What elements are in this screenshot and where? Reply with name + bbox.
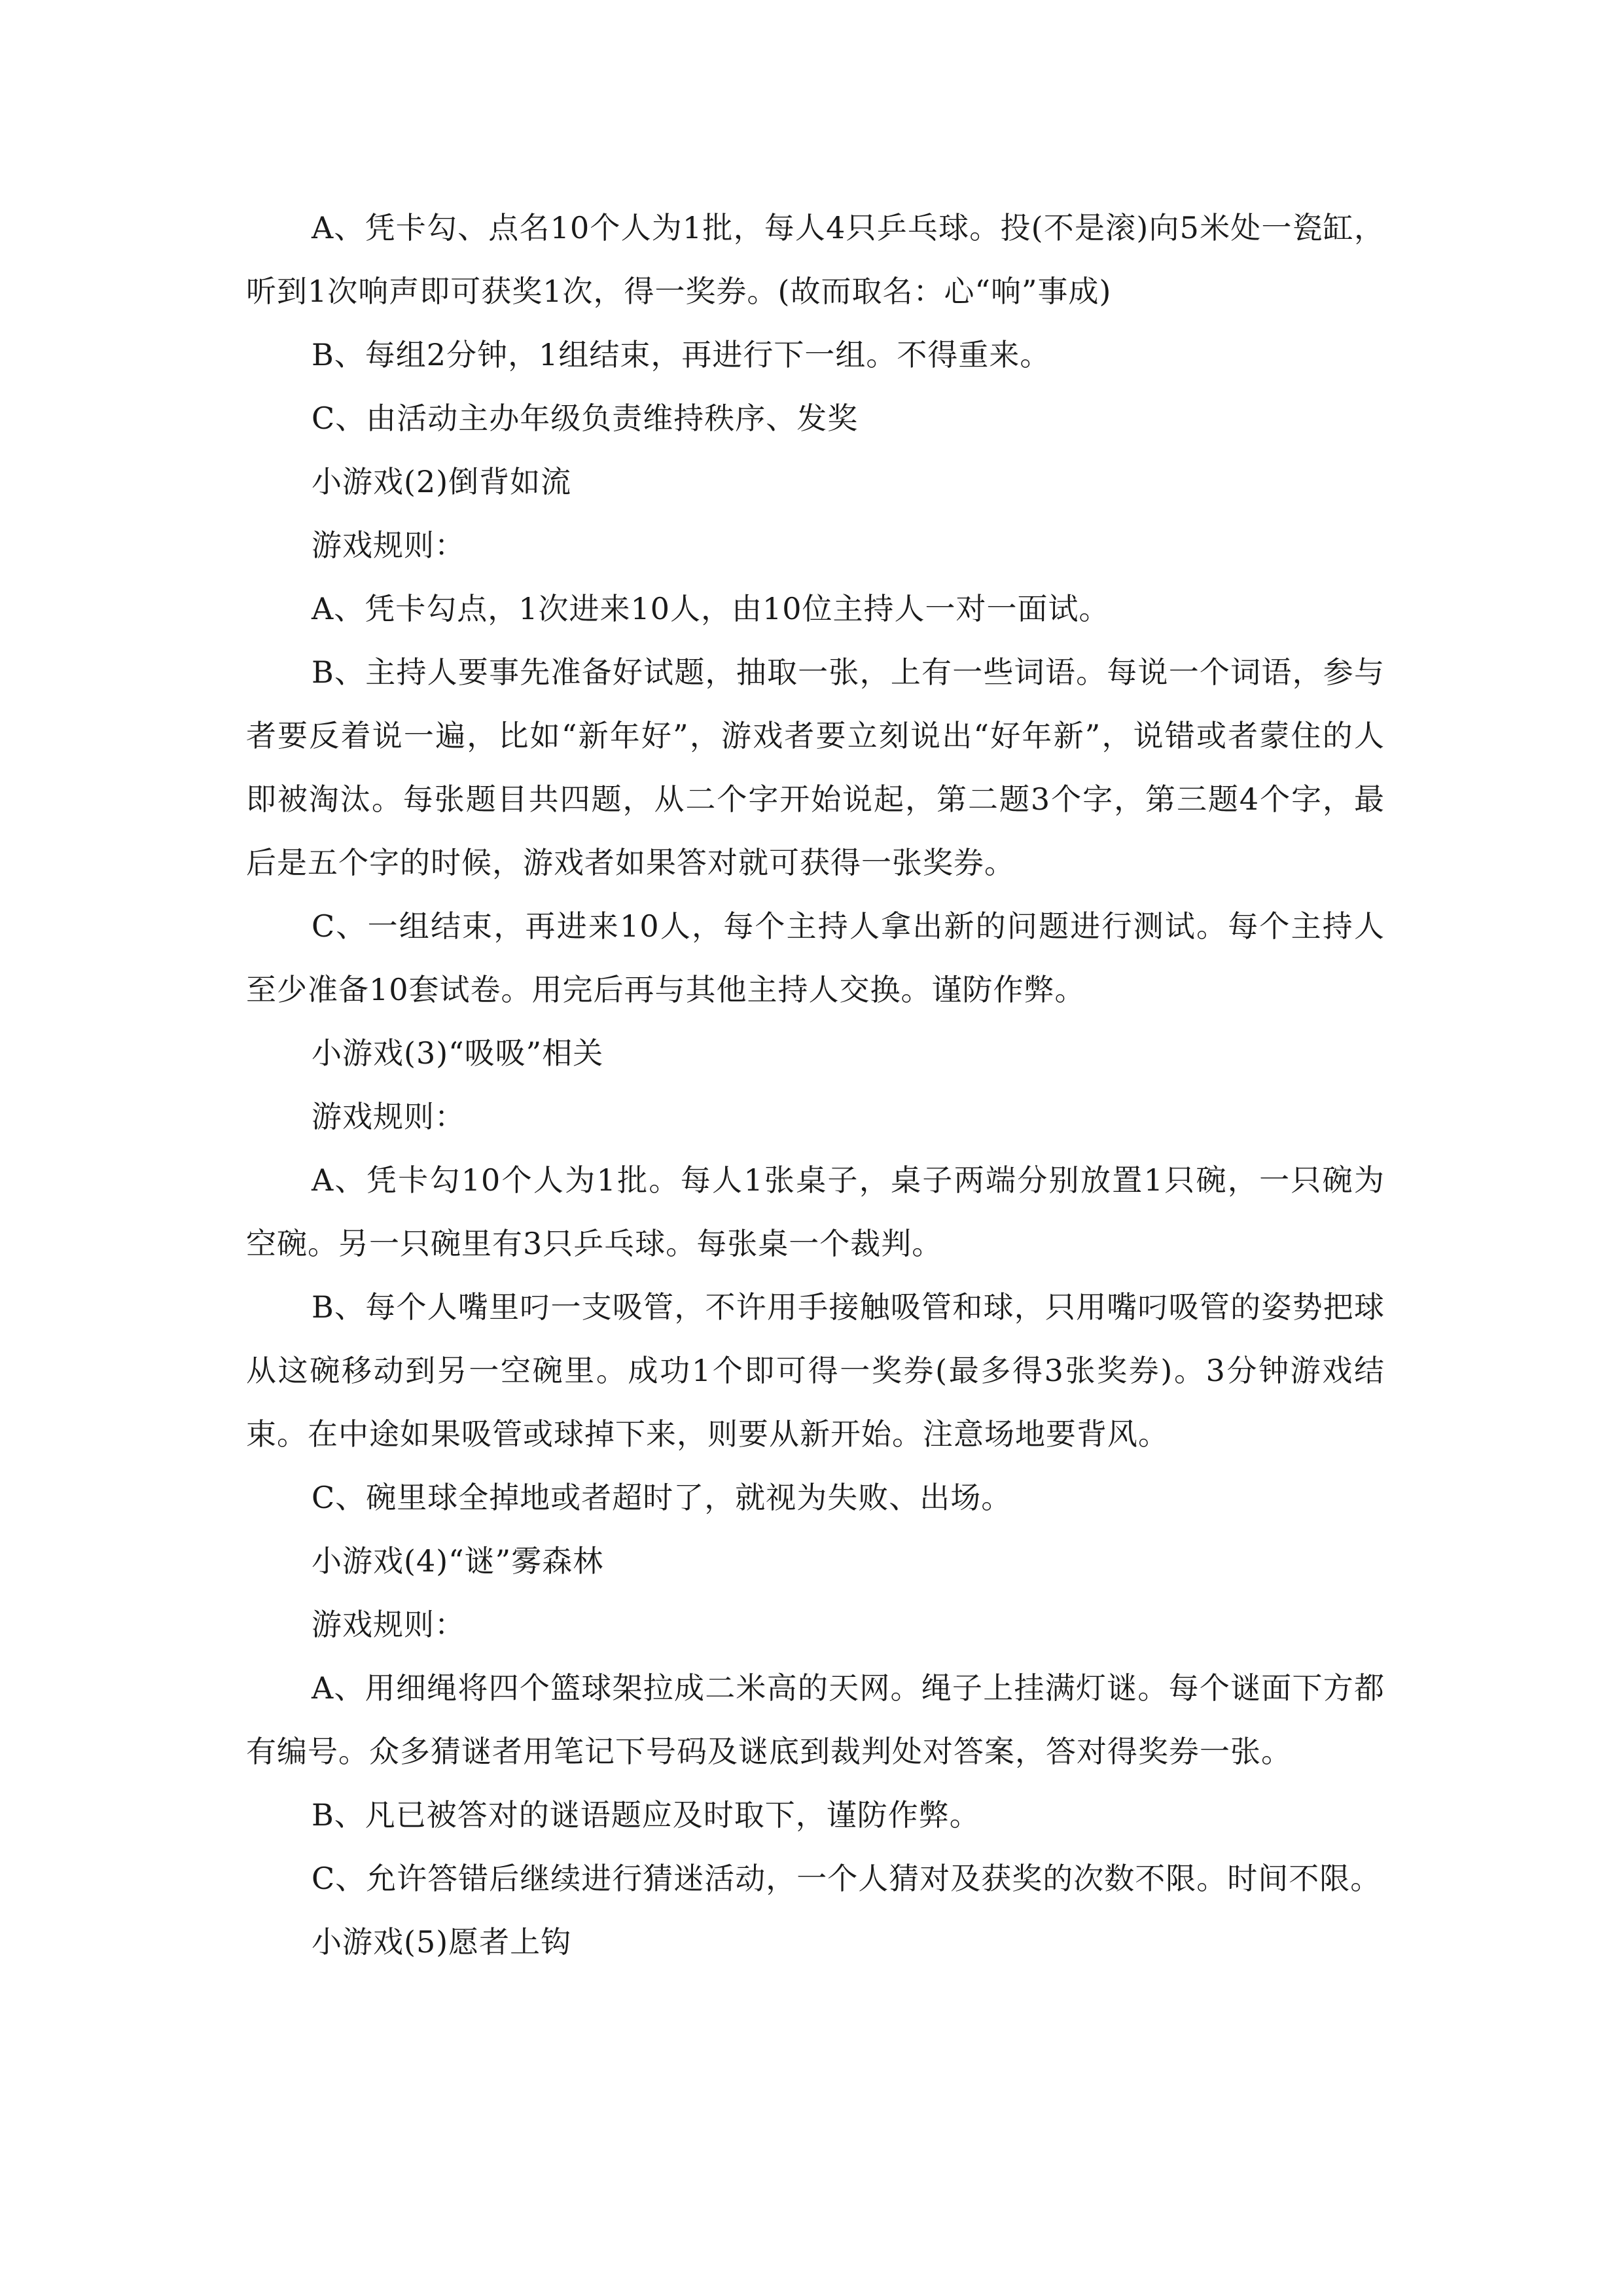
paragraph-game3-rule-c: C、碗里球全掉地或者超时了，就视为失败、出场。 <box>312 1480 1012 1515</box>
paragraph-game2-rule-a: A、凭卡勾点，1次进来10人，由10位主持人一对一面试。 <box>312 591 1110 626</box>
game3-rules-label: 游戏规则： <box>312 1099 465 1134</box>
document-body <box>246 196 1385 1974</box>
paragraph-game1-rule-a: A、凭卡勾、点名10个人为1批，每人4只乒乓球。投(不是滚)向5米处一瓷缸，听到1次响声即可获奖1次，得一奖券。(故而取名：心“响”事成) <box>246 210 1385 309</box>
paragraph-game4-rule-a: A、用细绳将四个篮球架拉成二米高的天网。绳子上挂满灯谜。每个谜面下方都有编号。众多猜谜者用笔记下号码及谜底到裁判处对答案，答对得奖券一张。 <box>246 1670 1385 1769</box>
game3-heading: 小游戏(3)“吸吸”相关 <box>312 1035 604 1071</box>
paragraph-game4-rule-c: C、允许答错后继续进行猜迷活动，一个人猜对及获奖的次数不限。时间不限。 <box>312 1861 1382 1896</box>
paragraph-game2-rule-c: C、一组结束，再进来10人，每个主持人拿出新的问题进行测试。每个主持人至少准备10套试卷。用完后再与其他主持人交换。谨防作弊。 <box>246 908 1385 1007</box>
paragraph-game3-rule-b: B、每个人嘴里叼一支吸管，不许用手接触吸管和球，只用嘴叼吸管的姿势把球从这碗移动到另一空碗里。成功1个即可得一奖券(最多得3张奖券)。3分钟游戏结束。在中途如果吸管或球掉下来，则要从新开始。注意场地要背风。 <box>246 1289 1385 1452</box>
paragraph-game2-rule-b: B、主持人要事先准备好试题，抽取一张，上有一些词语。每说一个词语，参与者要反着说一遍，比如“新年好”，游戏者要立刻说出“好年新”，说错或者蒙住的人即被淘汰。每张题目共四题，从二个字开始说起，第二题3个字，第三题4个字，最后是五个字的时候，游戏者如果答对就可获得一张奖券。 <box>246 655 1385 880</box>
game2-rules-label: 游戏规则： <box>312 528 465 563</box>
game2-heading: 小游戏(2)倒背如流 <box>312 464 572 499</box>
paragraph-game1-rule-b: B、每组2分钟，1组结束，再进行下一组。不得重来。 <box>312 337 1051 372</box>
paragraph-game3-rule-a: A、凭卡勾10个人为1批。每人1张桌子，桌子两端分别放置1只碗，一只碗为空碗。另一只碗里有3只乒乓球。每张桌一个裁判。 <box>246 1162 1385 1261</box>
game4-rules-label: 游戏规则： <box>312 1607 465 1642</box>
game4-heading: 小游戏(4)“谜”雾森林 <box>312 1543 604 1579</box>
game5-heading: 小游戏(5)愿者上钩 <box>312 1924 572 1960</box>
paragraph-game4-rule-b: B、凡已被答对的谜语题应及时取下，谨防作弊。 <box>312 1797 980 1833</box>
paragraph-game1-rule-c: C、由活动主办年级负责维持秩序、发奖 <box>312 401 859 436</box>
